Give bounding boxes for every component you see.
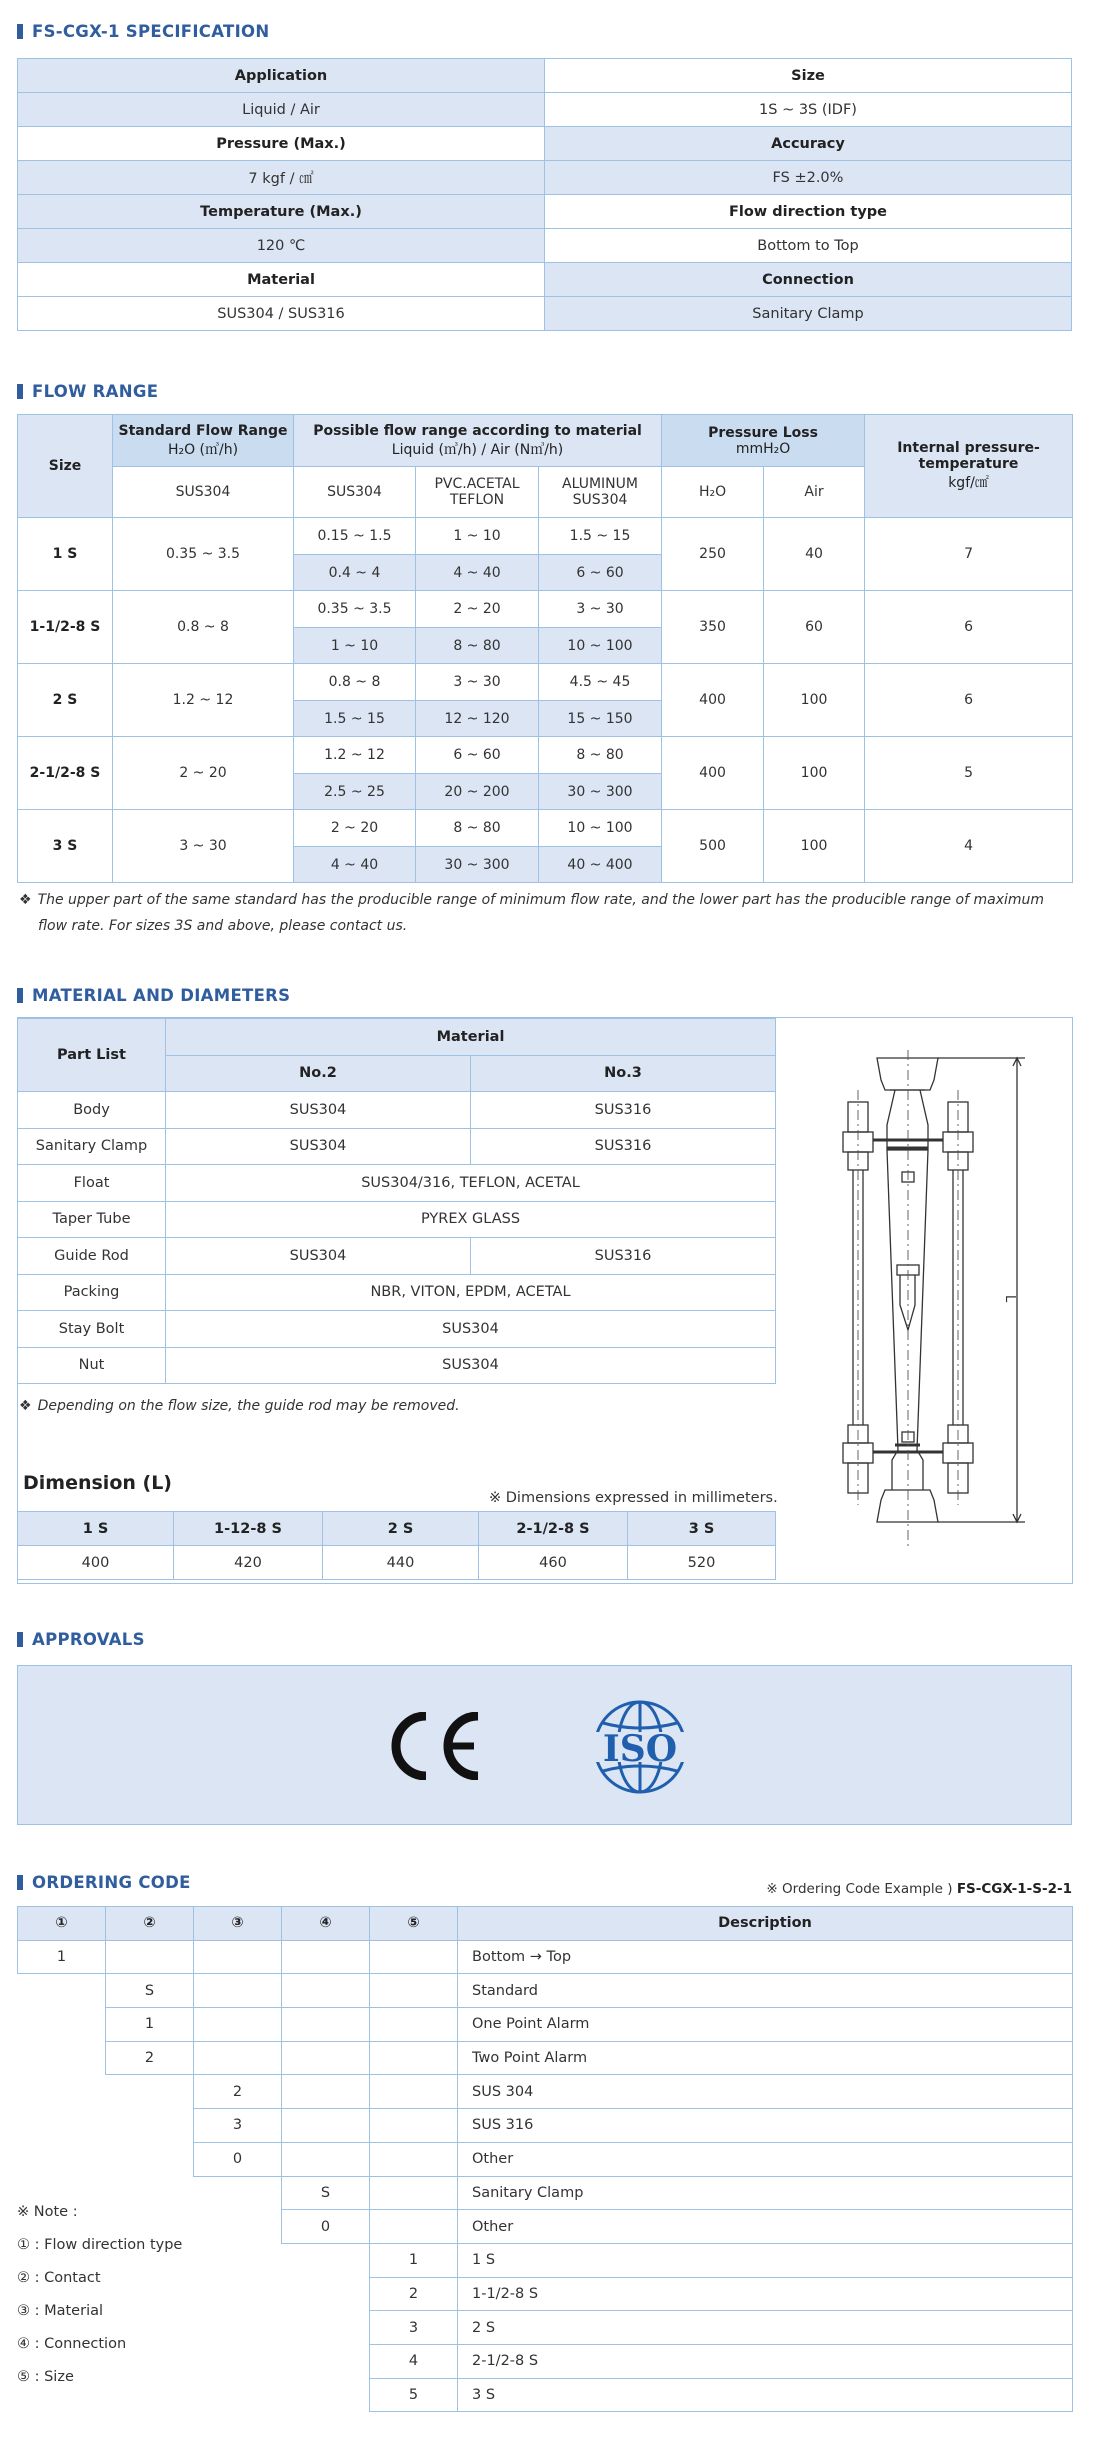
- ordering-desc: 3 S: [458, 2378, 1073, 2412]
- ordering-desc: 1-1/2-8 S: [458, 2277, 1073, 2311]
- ordering-col-header: ⑤: [370, 1907, 458, 1941]
- flow-ploss-h2o: 500: [662, 810, 764, 883]
- spec-cell: Flow direction type: [545, 195, 1072, 229]
- flow-sub-h2o: H₂O: [662, 467, 764, 518]
- ordering-empty-cell: [282, 2008, 370, 2042]
- ordering-row: [18, 1974, 1073, 2008]
- spec-cell: Liquid / Air: [18, 93, 545, 127]
- ordering-empty-cell: [370, 2210, 458, 2244]
- material-table: [17, 1018, 776, 1384]
- flow-row: [18, 591, 1073, 628]
- ordering-code-table: [17, 1906, 1073, 2412]
- ordering-empty-cell: [370, 2109, 458, 2143]
- flow-pvc-max: 20 ~ 200: [416, 774, 539, 810]
- ordering-desc-header: Description: [458, 1907, 1073, 1941]
- flow-header-std: [113, 415, 294, 467]
- mat-header-no3: No.3: [471, 1055, 776, 1092]
- flow-note-line1: The upper part of the same standard has the producible range of minimum flow rate, and the lower part has the producible range of maximum: [37, 892, 1045, 908]
- ordering-code: 1: [18, 1940, 106, 1974]
- flow-sus304-min: 0.35 ~ 3.5: [294, 591, 416, 628]
- ordering-desc: Sanitary Clamp: [458, 2176, 1073, 2210]
- ordering-empty-cell: [370, 2142, 458, 2176]
- section-marker-icon: [17, 1632, 23, 1647]
- ordering-example: [766, 1881, 1072, 1897]
- spec-row: [18, 59, 1072, 93]
- dimension-value: 440: [323, 1546, 479, 1580]
- ordering-note-item: ⑤ : Size: [17, 2369, 74, 2385]
- flow-header-possible: [294, 415, 662, 467]
- ordering-row: [18, 2109, 1073, 2143]
- ordering-col-header: ④: [282, 1907, 370, 1941]
- material-note: [19, 1398, 460, 1414]
- ordering-empty-cell: [194, 2277, 282, 2311]
- spec-cell: 1S ~ 3S (IDF): [545, 93, 1072, 127]
- material-value: NBR, VITON, EPDM, ACETAL: [166, 1274, 776, 1311]
- ordering-empty-cell: [370, 1974, 458, 2008]
- ordering-code: 1: [370, 2243, 458, 2277]
- flow-section-title: [17, 382, 158, 401]
- ordering-empty-cell: [106, 2109, 194, 2143]
- material-note-text: Depending on the flow size, the guide rod may be removed.: [37, 1398, 460, 1414]
- dimension-header: 1-12-8 S: [174, 1512, 323, 1546]
- ordering-empty-cell: [194, 2243, 282, 2277]
- ordering-col-header: ①: [18, 1907, 106, 1941]
- flow-std: 0.35 ~ 3.5: [113, 518, 294, 591]
- ordering-desc: 2 S: [458, 2311, 1073, 2345]
- spec-cell: Accuracy: [545, 127, 1072, 161]
- flow-note-cont: [38, 918, 407, 934]
- flow-ploss-h2o: 250: [662, 518, 764, 591]
- ordering-note-item: ① : Flow direction type: [17, 2237, 183, 2253]
- ordering-empty-cell: [106, 2142, 194, 2176]
- material-value: SUS304: [166, 1311, 776, 1348]
- dimension-header: 3 S: [628, 1512, 776, 1546]
- material-row: [18, 1201, 776, 1238]
- mat-header-part: Part List: [18, 1019, 166, 1092]
- flow-row: [18, 810, 1073, 847]
- dimension-value: 420: [174, 1546, 323, 1580]
- flow-alu-min: 3 ~ 30: [539, 591, 662, 628]
- ordering-code: S: [106, 1974, 194, 2008]
- dimension-header: 2 S: [323, 1512, 479, 1546]
- flow-header-ploss-unit: mmH₂O: [735, 440, 791, 457]
- material-row: [18, 1274, 776, 1311]
- flow-header-internal-unit: kgf/㎠: [948, 475, 989, 491]
- mat-header-material: Material: [166, 1019, 776, 1056]
- ordering-row: [18, 2075, 1073, 2109]
- ordering-row: [18, 2008, 1073, 2042]
- flow-size: 2-1/2-8 S: [18, 737, 113, 810]
- material-part: Guide Rod: [18, 1238, 166, 1275]
- iso-logo-text: ISO: [602, 1728, 678, 1770]
- ordering-empty-cell: [282, 1940, 370, 1974]
- flow-ploss-h2o: 350: [662, 591, 764, 664]
- flow-std: 1.2 ~ 12: [113, 664, 294, 737]
- flow-sus304-min: 2 ~ 20: [294, 810, 416, 847]
- ordering-row: [18, 1940, 1073, 1974]
- ordering-empty-cell: [106, 2277, 194, 2311]
- spec-row: [18, 195, 1072, 229]
- dimension-header: 2-1/2-8 S: [479, 1512, 628, 1546]
- material-part: Packing: [18, 1274, 166, 1311]
- spec-cell: Connection: [545, 263, 1072, 297]
- ordering-row: [18, 2344, 1073, 2378]
- flow-alu-min: 4.5 ~ 45: [539, 664, 662, 701]
- ordering-empty-cell: [282, 2311, 370, 2345]
- flow-header-ploss: [662, 415, 865, 467]
- spec-row: [18, 297, 1072, 331]
- ordering-row: [18, 2277, 1073, 2311]
- spec-cell: FS ±2.0%: [545, 161, 1072, 195]
- dimension-table: [17, 1511, 776, 1580]
- approvals-panel: [17, 1665, 1072, 1825]
- ordering-row: [18, 2176, 1073, 2210]
- section-marker-icon: [17, 24, 23, 39]
- flow-alu-min: 8 ~ 80: [539, 737, 662, 774]
- flow-size: 2 S: [18, 664, 113, 737]
- flow-pvc-max: 8 ~ 80: [416, 628, 539, 664]
- spec-title-text: FS-CGX-1 SPECIFICATION: [32, 22, 270, 41]
- material-value: PYREX GLASS: [166, 1201, 776, 1238]
- flow-row: [18, 664, 1073, 701]
- spec-row: [18, 93, 1072, 127]
- ordering-empty-cell: [106, 2176, 194, 2210]
- dimension-title: Dimension (L): [23, 1472, 172, 1494]
- flow-sus304-min: 0.15 ~ 1.5: [294, 518, 416, 555]
- ordering-empty-cell: [370, 2176, 458, 2210]
- flow-pvc-min: 8 ~ 80: [416, 810, 539, 847]
- flow-alu-max: 40 ~ 400: [539, 847, 662, 883]
- material-part: Float: [18, 1165, 166, 1202]
- flow-sub-sus304-std: SUS304: [113, 467, 294, 518]
- iso-logo: [585, 1699, 695, 1795]
- ordering-empty-cell: [282, 2344, 370, 2378]
- material-part: Body: [18, 1092, 166, 1129]
- ordering-col-header: ②: [106, 1907, 194, 1941]
- material-part: Sanitary Clamp: [18, 1128, 166, 1165]
- material-part: Taper Tube: [18, 1201, 166, 1238]
- flow-pvc-min: 3 ~ 30: [416, 664, 539, 701]
- ordering-empty-cell: [282, 2109, 370, 2143]
- spec-cell: Bottom to Top: [545, 229, 1072, 263]
- ordering-empty-cell: [106, 2075, 194, 2109]
- ordering-empty-cell: [282, 2277, 370, 2311]
- ordering-empty-cell: [194, 2378, 282, 2412]
- ordering-empty-cell: [370, 2008, 458, 2042]
- ordering-row: [18, 2311, 1073, 2345]
- flow-pvc-min: 6 ~ 60: [416, 737, 539, 774]
- flow-pvc-max: 30 ~ 300: [416, 847, 539, 883]
- flow-pvc-max: 12 ~ 120: [416, 701, 539, 737]
- ordering-note-item: ② : Contact: [17, 2270, 101, 2286]
- ordering-empty-cell: [106, 1940, 194, 1974]
- ordering-empty-cell: [194, 2008, 282, 2042]
- material-row: [18, 1165, 776, 1202]
- ordering-empty-cell: [18, 2041, 106, 2075]
- flow-size: 1-1/2-8 S: [18, 591, 113, 664]
- flow-header-std-label: Standard Flow Range: [118, 422, 288, 439]
- flow-alu-max: 6 ~ 60: [539, 555, 662, 591]
- flow-ploss-h2o: 400: [662, 737, 764, 810]
- material-title-text: MATERIAL AND DIAMETERS: [32, 986, 291, 1005]
- spec-cell: Material: [18, 263, 545, 297]
- flow-sus304-max: 1 ~ 10: [294, 628, 416, 664]
- ordering-section-title: [17, 1873, 191, 1892]
- ordering-empty-cell: [370, 1940, 458, 1974]
- ordering-row: [18, 2041, 1073, 2075]
- material-no3: SUS316: [471, 1128, 776, 1165]
- ordering-example-code: FS-CGX-1-S-2-1: [956, 1881, 1072, 1897]
- flow-row: [18, 518, 1073, 555]
- diamond-bullet-icon: ❖: [19, 1398, 32, 1414]
- flow-pvc-min: 2 ~ 20: [416, 591, 539, 628]
- drawing-length-label: L: [1002, 1295, 1017, 1303]
- ordering-empty-cell: [282, 1974, 370, 2008]
- ordering-desc: Standard: [458, 1974, 1073, 2008]
- flow-sus304-min: 0.8 ~ 8: [294, 664, 416, 701]
- ordering-empty-cell: [370, 2075, 458, 2109]
- flow-ploss-air: 100: [764, 737, 865, 810]
- ordering-desc: 2-1/2-8 S: [458, 2344, 1073, 2378]
- flow-sus304-max: 0.4 ~ 4: [294, 555, 416, 591]
- flow-header-ploss-label: Pressure Loss: [708, 424, 818, 441]
- ordering-desc: Bottom → Top: [458, 1940, 1073, 1974]
- flow-header-possible-unit: Liquid (㎥/h) / Air (N㎥/h): [391, 441, 564, 458]
- flow-header-internal: [865, 415, 1073, 518]
- flow-ploss-air: 100: [764, 664, 865, 737]
- flow-sus304-max: 2.5 ~ 25: [294, 774, 416, 810]
- flow-ploss-air: 60: [764, 591, 865, 664]
- diamond-bullet-icon: ❖: [19, 892, 32, 908]
- flow-alu-min: 10 ~ 100: [539, 810, 662, 847]
- flow-sub-air: Air: [764, 467, 865, 518]
- spec-cell: 7 kgf / ㎠: [18, 161, 545, 195]
- ordering-empty-cell: [282, 2378, 370, 2412]
- ordering-empty-cell: [194, 2176, 282, 2210]
- ordering-desc: One Point Alarm: [458, 2008, 1073, 2042]
- spec-cell: Size: [545, 59, 1072, 93]
- ordering-desc: Other: [458, 2210, 1073, 2244]
- material-no3: SUS316: [471, 1238, 776, 1275]
- ordering-empty-cell: [18, 2008, 106, 2042]
- ordering-code: 3: [194, 2109, 282, 2143]
- flow-sus304-max: 4 ~ 40: [294, 847, 416, 883]
- dimension-header: 1 S: [18, 1512, 174, 1546]
- material-part: Nut: [18, 1347, 166, 1384]
- flow-internal: 6: [865, 664, 1073, 737]
- flowmeter-drawing: [820, 1050, 1050, 1560]
- material-value: SUS304/316, TEFLON, ACETAL: [166, 1165, 776, 1202]
- ordering-note-item: ④ : Connection: [17, 2336, 127, 2352]
- ordering-desc: SUS 316: [458, 2109, 1073, 2143]
- ordering-code: 2: [370, 2277, 458, 2311]
- ordering-row: [18, 2142, 1073, 2176]
- section-marker-icon: [17, 988, 23, 1003]
- flow-alu-max: 15 ~ 150: [539, 701, 662, 737]
- flow-row: [18, 737, 1073, 774]
- ordering-empty-cell: [194, 2041, 282, 2075]
- flow-sub-sus304: SUS304: [294, 467, 416, 518]
- material-part: Stay Bolt: [18, 1311, 166, 1348]
- spec-cell: SUS304 / SUS316: [18, 297, 545, 331]
- ordering-code: 5: [370, 2378, 458, 2412]
- dimension-value: 400: [18, 1546, 174, 1580]
- spec-cell: Application: [18, 59, 545, 93]
- flow-pvc-max: 4 ~ 40: [416, 555, 539, 591]
- flow-std: 2 ~ 20: [113, 737, 294, 810]
- flow-sub-alu: ALUMINUM SUS304: [539, 467, 662, 518]
- spec-row: [18, 127, 1072, 161]
- material-row: [18, 1238, 776, 1275]
- material-section-title: [17, 986, 290, 1005]
- flow-note-line2: flow rate. For sizes 3S and above, please contact us.: [38, 918, 408, 934]
- ordering-code: 4: [370, 2344, 458, 2378]
- spec-cell: Sanitary Clamp: [545, 297, 1072, 331]
- dimension-value: 520: [628, 1546, 776, 1580]
- flow-header-std-unit: H₂O (㎥/h): [167, 441, 239, 458]
- flow-ploss-air: 100: [764, 810, 865, 883]
- ordering-col-header: ③: [194, 1907, 282, 1941]
- ordering-empty-cell: [18, 2075, 106, 2109]
- ordering-code: 2: [194, 2075, 282, 2109]
- spec-cell: 120 ℃: [18, 229, 545, 263]
- ordering-empty-cell: [282, 2243, 370, 2277]
- ordering-empty-cell: [18, 1974, 106, 2008]
- ordering-empty-cell: [18, 2109, 106, 2143]
- flow-sus304-max: 1.5 ~ 15: [294, 701, 416, 737]
- flow-alu-max: 30 ~ 300: [539, 774, 662, 810]
- section-marker-icon: [17, 384, 23, 399]
- flow-internal: 7: [865, 518, 1073, 591]
- material-no2: SUS304: [166, 1128, 471, 1165]
- dimension-unit-note: ※ Dimensions expressed in millimeters.: [489, 1490, 778, 1506]
- material-no3: SUS316: [471, 1092, 776, 1129]
- ordering-empty-cell: [194, 1974, 282, 2008]
- ordering-note-item: ③ : Material: [17, 2303, 104, 2319]
- ordering-desc: Two Point Alarm: [458, 2041, 1073, 2075]
- flow-header-possible-label: Possible flow range according to material: [313, 422, 642, 439]
- ordering-code: 1: [106, 2008, 194, 2042]
- flow-pvc-min: 1 ~ 10: [416, 518, 539, 555]
- flow-title-text: FLOW RANGE: [32, 382, 159, 401]
- ordering-row: [18, 2378, 1073, 2412]
- flow-size: 3 S: [18, 810, 113, 883]
- approvals-title-text: APPROVALS: [32, 1630, 145, 1649]
- ordering-empty-cell: [194, 2344, 282, 2378]
- flow-alu-min: 1.5 ~ 15: [539, 518, 662, 555]
- ce-mark-logo: [386, 1712, 486, 1780]
- flow-ploss-h2o: 400: [662, 664, 764, 737]
- ordering-empty-cell: [282, 2075, 370, 2109]
- spec-section-title: [17, 22, 269, 41]
- ordering-desc: Other: [458, 2142, 1073, 2176]
- ordering-desc: 1 S: [458, 2243, 1073, 2277]
- flow-std: 0.8 ~ 8: [113, 591, 294, 664]
- material-row: [18, 1347, 776, 1384]
- ordering-code: S: [282, 2176, 370, 2210]
- flow-internal: 4: [865, 810, 1073, 883]
- flow-internal: 5: [865, 737, 1073, 810]
- ordering-empty-cell: [282, 2041, 370, 2075]
- ordering-empty-cell: [370, 2041, 458, 2075]
- flow-std: 3 ~ 30: [113, 810, 294, 883]
- spec-row: [18, 229, 1072, 263]
- ordering-empty-cell: [18, 2142, 106, 2176]
- ordering-empty-cell: [194, 1940, 282, 1974]
- flow-size: 1 S: [18, 518, 113, 591]
- material-value: SUS304: [166, 1347, 776, 1384]
- flow-header-size: Size: [18, 415, 113, 518]
- ordering-example-prefix: ※ Ordering Code Example ): [766, 1881, 953, 1897]
- spec-cell: Temperature (Max.): [18, 195, 545, 229]
- dimension-value: 460: [479, 1546, 628, 1580]
- ordering-empty-cell: [194, 2311, 282, 2345]
- flow-ploss-air: 40: [764, 518, 865, 591]
- flow-sus304-min: 1.2 ~ 12: [294, 737, 416, 774]
- ordering-code: 0: [194, 2142, 282, 2176]
- mat-header-no2: No.2: [166, 1055, 471, 1092]
- material-no2: SUS304: [166, 1238, 471, 1275]
- material-row: [18, 1128, 776, 1165]
- spec-cell: Pressure (Max.): [18, 127, 545, 161]
- ordering-empty-cell: [106, 2378, 194, 2412]
- flow-range-table: [17, 414, 1073, 883]
- flow-internal: 6: [865, 591, 1073, 664]
- flow-note: [19, 892, 1044, 908]
- spec-row: [18, 263, 1072, 297]
- material-row: [18, 1311, 776, 1348]
- section-marker-icon: [17, 1875, 23, 1890]
- material-no2: SUS304: [166, 1092, 471, 1129]
- ordering-empty-cell: [194, 2210, 282, 2244]
- ordering-title-text: ORDERING CODE: [32, 1873, 191, 1892]
- ordering-code: 3: [370, 2311, 458, 2345]
- flow-header-internal-label: Internal pressure-temperature: [897, 440, 1040, 472]
- spec-table: [17, 58, 1072, 331]
- flow-sub-pvc: PVC.ACETAL TEFLON: [416, 467, 539, 518]
- flow-alu-max: 10 ~ 100: [539, 628, 662, 664]
- ordering-desc: SUS 304: [458, 2075, 1073, 2109]
- material-row: [18, 1092, 776, 1129]
- ordering-code: 0: [282, 2210, 370, 2244]
- ordering-empty-cell: [282, 2142, 370, 2176]
- ordering-note-title: ※ Note :: [17, 2204, 78, 2220]
- approvals-section-title: [17, 1630, 145, 1649]
- ordering-code: 2: [106, 2041, 194, 2075]
- spec-row: [18, 161, 1072, 195]
